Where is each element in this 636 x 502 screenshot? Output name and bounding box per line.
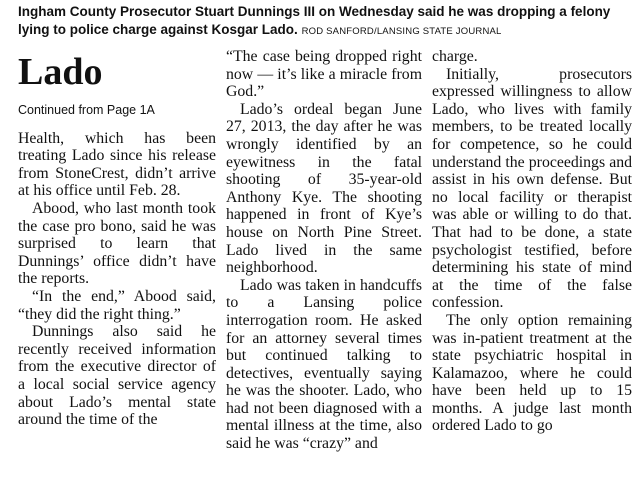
article-column-1 (18, 48, 216, 502)
paragraph: The only option remaining was in-patient treatment at the state psychiatric hospital in Kalamazoo, where he could have been held up to 15 months. A judge last month ordered Lado to go (432, 311, 632, 435)
continued-from-line: Continued from Page 1A (18, 103, 155, 117)
article-column-2 (226, 48, 422, 502)
photo-credit: ROD SANFORD/LANSING STATE JOURNAL (301, 26, 502, 37)
article-column-3 (432, 48, 632, 502)
paragraph: “In the end,” Abood said, “they did the right thing.” (18, 287, 216, 323)
paragraph: Lado was taken in handcuffs to a Lansing police interrogation room. He asked for an attorney several times but continued talking to detectives, eventually saying he was the shooter. Lado, who had not been diagnosed with a mental illness at the time, also said he was “crazy” and (226, 276, 422, 453)
photo-caption (18, 3, 630, 41)
paragraph: Initially, prosecutors expressed willingness to allow Lado, who lives with family members, to be treated locally for competence, so he could understand the proceedings and assist in his own defense. But no local facility or therapist was able or willing to do that. That had to be done, a state psychologist testified, before determining his state of mind at the time of the false confession. (432, 65, 632, 312)
paragraph: Health, which has been treating Lado since his release from StoneCrest, didn’t arrive at his office until Feb. 28. (18, 129, 216, 200)
paragraph: Lado’s ordeal began June 27, 2013, the day after he was wrongly identified by an eyewitness in the fatal shooting of 35-year-old Anthony Kye. The shooting happened in front of Kye’s house on North Pine Street. Lado lived in the same neighborhood. (226, 100, 422, 277)
paragraph: Abood, who last month took the case pro bono, said he was surprised to learn that Dunnings’ office didn’t have the reports. (18, 199, 216, 288)
caption-text: Ingham County Prosecutor Stuart Dunnings III on Wednesday said he was dropping a felony lying to police charge against Kosgar Lado. (18, 4, 611, 37)
paragraph: charge. (432, 48, 478, 65)
jump-headline: Lado (18, 51, 103, 93)
paragraph: Dunnings also said he recently received information from the executive director of a local social service agency about Lado’s mental state around the time of the (18, 323, 216, 429)
paragraph: “The case being dropped right now — it’s like a miracle from God.” (226, 48, 422, 101)
